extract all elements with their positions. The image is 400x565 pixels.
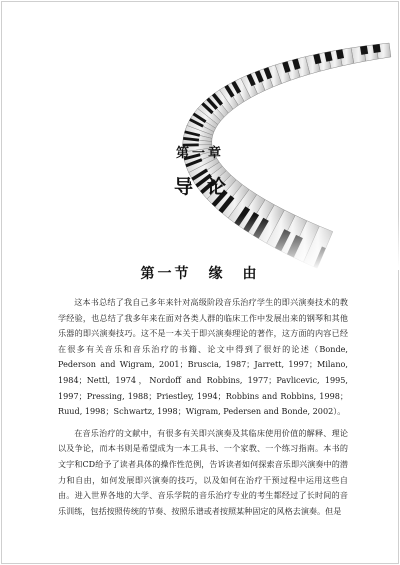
body-text	[58, 295, 348, 519]
black-key	[360, 46, 368, 55]
piano-keyboard-illustration	[0, 0, 400, 270]
paragraph: 这本书总结了我自己多年来针对高级阶段音乐治疗学生的即兴演奏技术的教学经验，也总结了我多年来在面对各类人群的临床工作中发展出来的钢琴和其他乐器的即兴演奏技巧。这不是一本关于即兴演奏理论的著作，这方面的内容已经在很多有关音乐和音乐治疗的书籍、论文中得到了很好的论述（Bonde, Pederson and Wigram, 2001；Bruscia, 1987；Jarrett, 1997；Milano, 1984；Nettl, 1974，Nordoff and Robbins, 1977；Pavlicevic, 1995, 1997；Pressing, 1988；Priestley, 1994；Robbins and Robbins, 1998；Ruud, 1998；Schwartz, 1998；Wigram, Pedersen and Bonde, 2002）。	[58, 297, 348, 417]
section-title: 第一节 缘 由	[140, 266, 260, 282]
chapter-title: 导论	[173, 176, 240, 198]
chapter-number: 第一章	[175, 146, 224, 161]
black-key	[373, 44, 381, 53]
paragraph: 在音乐治疗的文献中，有很多有关即兴演奏及其临床使用价值的解释、理论以及争论，而本书则是希望成为一本工具书、一个家教、一个练习指南。本书的文字和CD给予了读者具体的操作性范例，告诉读者如何探索音乐即兴演奏中的潜力和自由，如何发展即兴演奏的技巧，以及如何在治疗干预过程中运用这些自由。进入世界各地的大学、音乐学院的音乐治疗专业的考生都经过了长时间的音乐训练，包括按照传统的节奏、按照乐谱或者按照某种固定的风格去演奏。但是	[58, 427, 348, 516]
